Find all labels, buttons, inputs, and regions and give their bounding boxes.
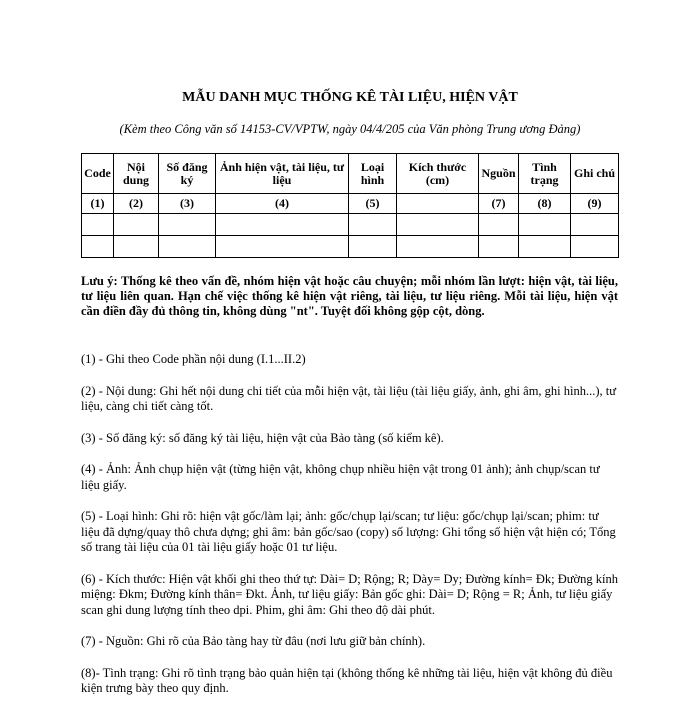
inventory-table [81, 153, 619, 258]
number-cell [397, 194, 479, 214]
table-row [82, 236, 619, 258]
document-subtitle: (Kèm theo Công văn số 14153-CV/VPTW, ngày 04/4/205 của Văn phòng Trung ương Đảng) [119, 122, 581, 136]
note-paragraph: Lưu ý: Thống kê theo vấn đề, nhóm hiện vật hoặc câu chuyện; mỗi nhóm lần lượt: hiện vật, tài liệu, tư liệu liên quan. Hạn chế việc thống kê hiện vật riêng, tài liệu, tư liệu riêng. Mỗi tài liệu, hiện vật cần điền đầy đủ thông tin, không dùng "nt". Tuyệt đối không gộp cột, dòng. [81, 274, 618, 318]
table-cell [397, 236, 479, 258]
header-type: Loại hình [349, 154, 397, 194]
header-source: Nguồn [479, 154, 519, 194]
number-cell: (9) [571, 194, 619, 214]
table-cell [479, 236, 519, 258]
header-dimensions: Kích thước (cm) [397, 154, 479, 194]
table-cell [397, 214, 479, 236]
document-title: MẪU DANH MỤC THỐNG KÊ TÀI LIỆU, HIỆN VẬT [182, 90, 518, 105]
instruction-list [81, 352, 618, 713]
instruction-item: (4) - Ảnh: Ảnh chụp hiện vật (từng hiện vật, không chụp nhiều hiện vật trong 01 ảnh); ảnh chụp/scan tư liệu giấy. [81, 462, 600, 492]
table-number-row [82, 194, 619, 214]
table-row [82, 214, 619, 236]
table-cell [159, 214, 216, 236]
table-cell [216, 214, 349, 236]
table-cell [216, 236, 349, 258]
instruction-item: (1) - Ghi theo Code phần nội dung (I.1...II.2) [81, 352, 306, 366]
header-code: Code [82, 154, 114, 194]
table-cell [82, 236, 114, 258]
instruction-item: (8)- Tình trạng: Ghi rõ tình trạng bảo quản hiện tại (không thống kê những tài liệu, hiện vật không đủ điều kiện trưng bày theo quy định. [81, 665, 613, 695]
instruction-item: (6) - Kích thước: Hiện vật khối ghi theo thứ tự: Dài= D; Rộng; R; Dày= Dy; Đường kính= Đk; Đường kính miệng: Đkm; Đường kính thân= Đkt. Ảnh, tư liệu giấy: Bản gốc ghi: Dài= D; Rộng = R; Ảnh, tư liệu giấy scan ghi dung lượng tính theo dpi. Phim, ghi âm: Ghi theo độ dài phút. [81, 571, 618, 617]
table-cell [479, 214, 519, 236]
number-cell: (4) [216, 194, 349, 214]
number-cell: (1) [82, 194, 114, 214]
instruction-item: (7) - Nguồn: Ghi rõ của Bảo tàng hay từ đâu (nơi lưu giữ bản chính). [81, 634, 426, 648]
table-cell [114, 214, 159, 236]
header-notes: Ghi chú [571, 154, 619, 194]
table-cell [349, 236, 397, 258]
table-cell [159, 236, 216, 258]
number-cell: (8) [519, 194, 571, 214]
instruction-item: (5) - Loại hình: Ghi rõ: hiện vật gốc/làm lại; ảnh: gốc/chụp lại/scan; tư liệu: gốc/chụp lại/scan; phim: tư liệu đã dựng/quay thô chưa dựng; ghi âm: bản gốc/sao (copy) số lượng: Ghi tổng số hiện vật hiện có; Tổng số trang tài liệu của 01 tài liệu giấy hoặc 01 tư liệu. [81, 509, 616, 554]
header-content: Nội dung [114, 154, 159, 194]
table-header-row [82, 154, 619, 194]
header-photo: Ảnh hiện vật, tài liệu, tư liệu [216, 154, 349, 194]
table-cell [571, 236, 619, 258]
header-condition: Tình trạng [519, 154, 571, 194]
table-cell [519, 214, 571, 236]
number-cell: (7) [479, 194, 519, 214]
table-cell [519, 236, 571, 258]
table-cell [571, 214, 619, 236]
table-cell [82, 214, 114, 236]
number-cell: (5) [349, 194, 397, 214]
instruction-item: (3) - Số đăng ký: số đăng ký tài liệu, hiện vật của Bảo tàng (số kiểm kê). [81, 430, 444, 445]
header-registration-number: Số đăng ký [159, 154, 216, 194]
number-cell: (3) [159, 194, 216, 214]
table-cell [114, 236, 159, 258]
number-cell: (2) [114, 194, 159, 214]
table-cell [349, 214, 397, 236]
instruction-item: (2) - Nội dung: Ghi hết nội dung chi tiết của mỗi hiện vật, tài liệu (tài liệu giấy, ảnh, ghi âm, ghi hình...), tư liệu, càng chi tiết càng tốt. [81, 383, 617, 413]
